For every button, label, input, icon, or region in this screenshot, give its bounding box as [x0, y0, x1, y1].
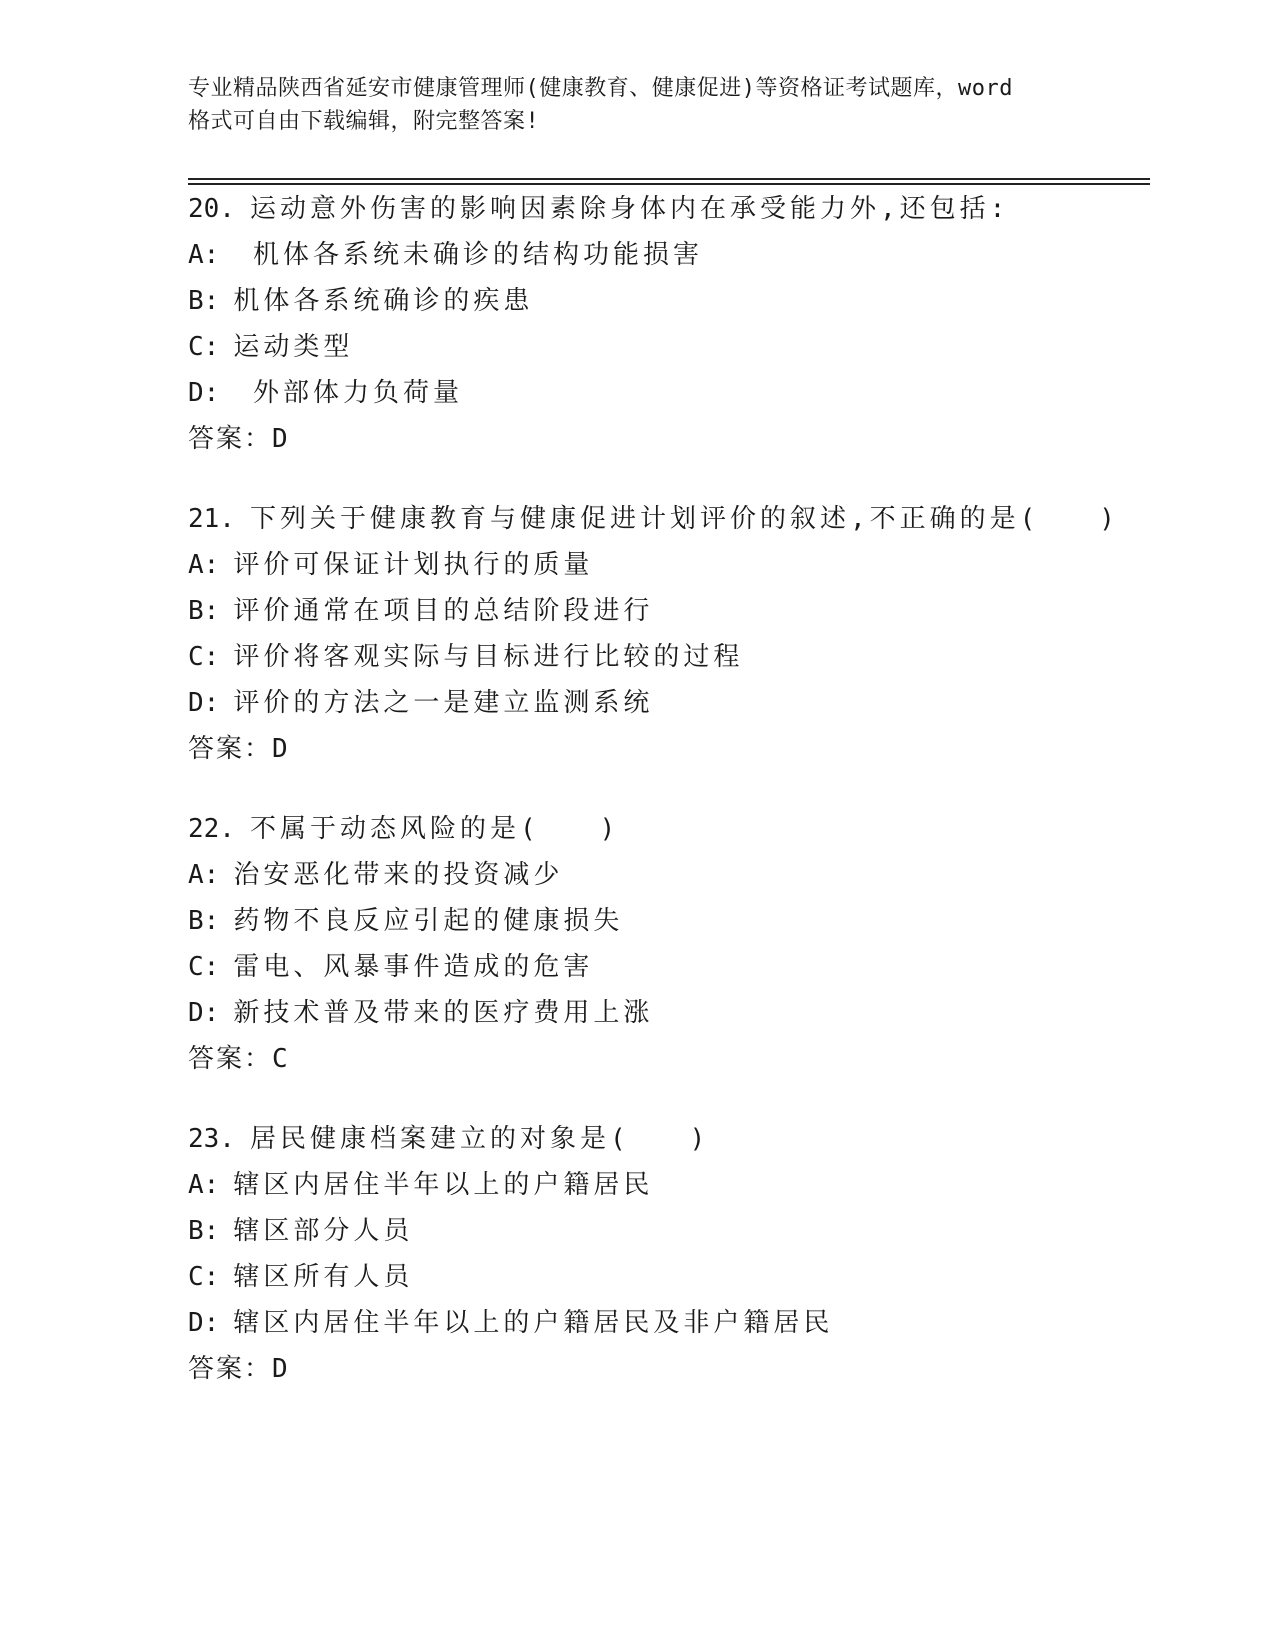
option-letter: B: — [188, 1216, 220, 1246]
question-number: 22. — [188, 814, 235, 844]
option-d — [188, 370, 1148, 416]
question-text: 不属于动态风险的是( ) — [250, 814, 620, 844]
option-c — [188, 944, 1148, 990]
option-d — [188, 990, 1148, 1036]
option-text: 机体各系统未确诊的结构功能损害 — [233, 240, 703, 270]
answer — [188, 726, 1148, 772]
option-text: 辖区部分人员 — [233, 1216, 414, 1246]
question-stem — [188, 186, 1148, 232]
option-text: 运动类型 — [233, 332, 354, 362]
question-stem — [188, 1116, 1148, 1162]
option-letter: A: — [188, 240, 220, 270]
option-text: 药物不良反应引起的健康损失 — [233, 906, 624, 936]
header-line-2: 格式可自由下载编辑，附完整答案! — [188, 109, 540, 134]
option-text: 辖区所有人员 — [233, 1262, 414, 1292]
answer — [188, 416, 1148, 462]
option-text: 评价的方法之一是建立监测系统 — [233, 688, 654, 718]
option-text: 评价可保证计划执行的质量 — [233, 550, 594, 580]
option-letter: B: — [188, 906, 220, 936]
answer — [188, 1036, 1148, 1082]
option-letter: B: — [188, 596, 220, 626]
option-a — [188, 542, 1148, 588]
option-letter: B: — [188, 286, 220, 316]
question-number: 21. — [188, 504, 235, 534]
question-stem — [188, 496, 1148, 542]
option-c — [188, 1254, 1148, 1300]
option-text: 雷电、风暴事件造成的危害 — [233, 952, 594, 982]
question-text: 居民健康档案建立的对象是( ) — [250, 1124, 710, 1154]
option-a — [188, 1162, 1148, 1208]
option-b — [188, 588, 1148, 634]
option-text: 评价通常在项目的总结阶段进行 — [233, 596, 654, 626]
option-letter: D: — [188, 1308, 220, 1338]
answer-value: C — [272, 1044, 288, 1074]
option-text: 机体各系统确诊的疾患 — [233, 286, 534, 316]
header-line-1: 专业精品陕西省延安市健康管理师(健康教育、健康促进)等资格证考试题库，word — [188, 76, 1013, 101]
option-letter: C: — [188, 332, 220, 362]
option-letter: C: — [188, 1262, 220, 1292]
option-letter: A: — [188, 1170, 220, 1200]
option-text: 评价将客观实际与目标进行比较的过程 — [233, 642, 744, 672]
option-a — [188, 852, 1148, 898]
answer-label: 答案： — [188, 1044, 273, 1074]
question-text: 下列关于健康教育与健康促进计划评价的叙述,不正确的是( ) — [250, 504, 1119, 534]
option-text: 外部体力负荷量 — [233, 378, 463, 408]
question-stem — [188, 806, 1148, 852]
answer-value: D — [272, 1354, 288, 1384]
option-text: 治安恶化带来的投资减少 — [233, 860, 564, 890]
option-text: 辖区内居住半年以上的户籍居民 — [233, 1170, 654, 1200]
question-23 — [188, 1116, 1148, 1392]
document-header — [188, 72, 1088, 138]
answer — [188, 1346, 1148, 1392]
option-d — [188, 1300, 1148, 1346]
question-number: 20. — [188, 194, 235, 224]
question-21 — [188, 496, 1148, 772]
question-text: 运动意外伤害的影响因素除身体内在承受能力外,还包括: — [250, 194, 1010, 224]
option-text: 辖区内居住半年以上的户籍居民及非户籍居民 — [233, 1308, 834, 1338]
option-letter: C: — [188, 952, 220, 982]
option-a — [188, 232, 1148, 278]
header-divider-top — [188, 178, 1150, 180]
option-letter: D: — [188, 688, 220, 718]
question-20 — [188, 186, 1148, 462]
answer-label: 答案： — [188, 1354, 273, 1384]
option-c — [188, 324, 1148, 370]
option-b — [188, 278, 1148, 324]
option-b — [188, 898, 1148, 944]
option-b — [188, 1208, 1148, 1254]
question-number: 23. — [188, 1124, 235, 1154]
option-c — [188, 634, 1148, 680]
header-divider-bottom — [188, 183, 1150, 185]
option-letter: A: — [188, 550, 220, 580]
answer-value: D — [272, 734, 288, 764]
answer-label: 答案： — [188, 424, 273, 454]
option-letter: C: — [188, 642, 220, 672]
option-letter: D: — [188, 378, 220, 408]
option-text: 新技术普及带来的医疗费用上涨 — [233, 998, 654, 1028]
option-d — [188, 680, 1148, 726]
answer-value: D — [272, 424, 288, 454]
option-letter: D: — [188, 998, 220, 1028]
question-22 — [188, 806, 1148, 1082]
answer-label: 答案： — [188, 734, 273, 764]
option-letter: A: — [188, 860, 220, 890]
